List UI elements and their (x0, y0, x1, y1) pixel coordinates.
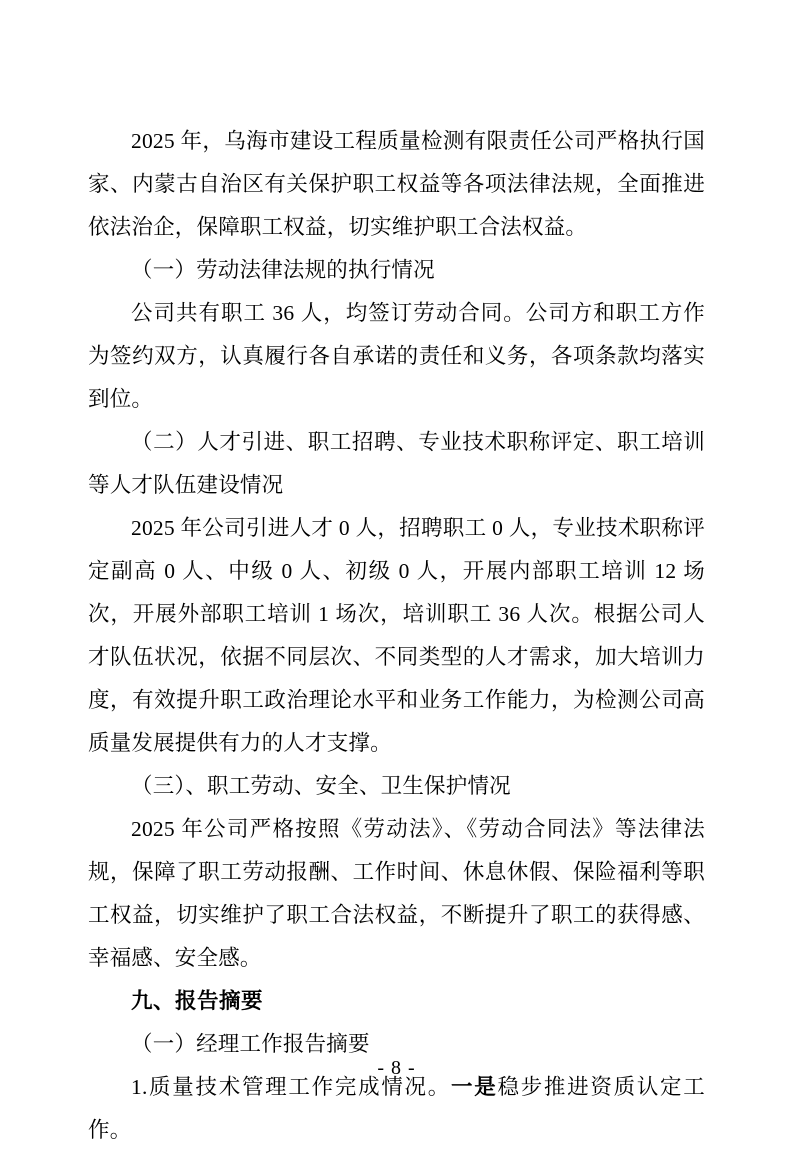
paragraph-section-9-1-title: （一）经理工作报告摘要 (131, 1032, 370, 1056)
paragraph-intro: 2025 年，乌海市建设工程质量检测有限责任公司严格执行国家、内蒙古自治区有关保护职工权益等各项法律法规，全面推进依法治企，保障职工权益，切实维护职工合法权益。 (88, 129, 705, 239)
chapter-9-heading: 九、报告摘要 (131, 989, 264, 1013)
paragraph-section-1-title: （一）劳动法律法规的执行情况 (131, 258, 435, 282)
paragraph-section-2-title: （二）人才引进、职工招聘、专业技术职称评定、职工培训等人才队伍建设情况 (88, 430, 705, 497)
page-number: - 8 - (377, 1057, 416, 1079)
paragraph-section-1-body: 公司共有职工 36 人，均签订劳动合同。公司方和职工方作为签约双方，认真履行各自承诺的责任和义务，各项条款均落实到位。 (88, 301, 705, 411)
item-1-bold: 一是 (451, 1075, 498, 1099)
document-body (88, 120, 705, 1152)
item-1-lead: 1.质量技术管理工作完成情况。 (131, 1075, 451, 1099)
paragraph-section-2-body: 2025 年公司引进人才 0 人，招聘职工 0 人，专业技术职称评定副高 0 人、中级 0 人、初级 0 人，开展内部职工培训 12 场次，开展外部职工培训 1 场次，培训职工 36 人次。根据公司人才队伍状况，依据不同层次、不同类型的人才需求，加大培训力度，有效提升职工政治理论水平和业务工作能力，为检测公司高质量发展提供有力的人才支撑。 (88, 516, 705, 755)
item-1-tail: 稳步推进资质认定工作。 (88, 1075, 705, 1142)
paragraph-section-3-body: 2025 年公司严格按照《劳动法》、《劳动合同法》等法律法规，保障了职工劳动报酬、工作时间、休息休假、保险福利等职工权益，切实维护了职工合法权益，不断提升了职工的获得感、幸福感、安全感。 (88, 817, 705, 970)
paragraph-section-3-title: （三）、职工劳动、安全、卫生保护情况 (131, 774, 511, 798)
